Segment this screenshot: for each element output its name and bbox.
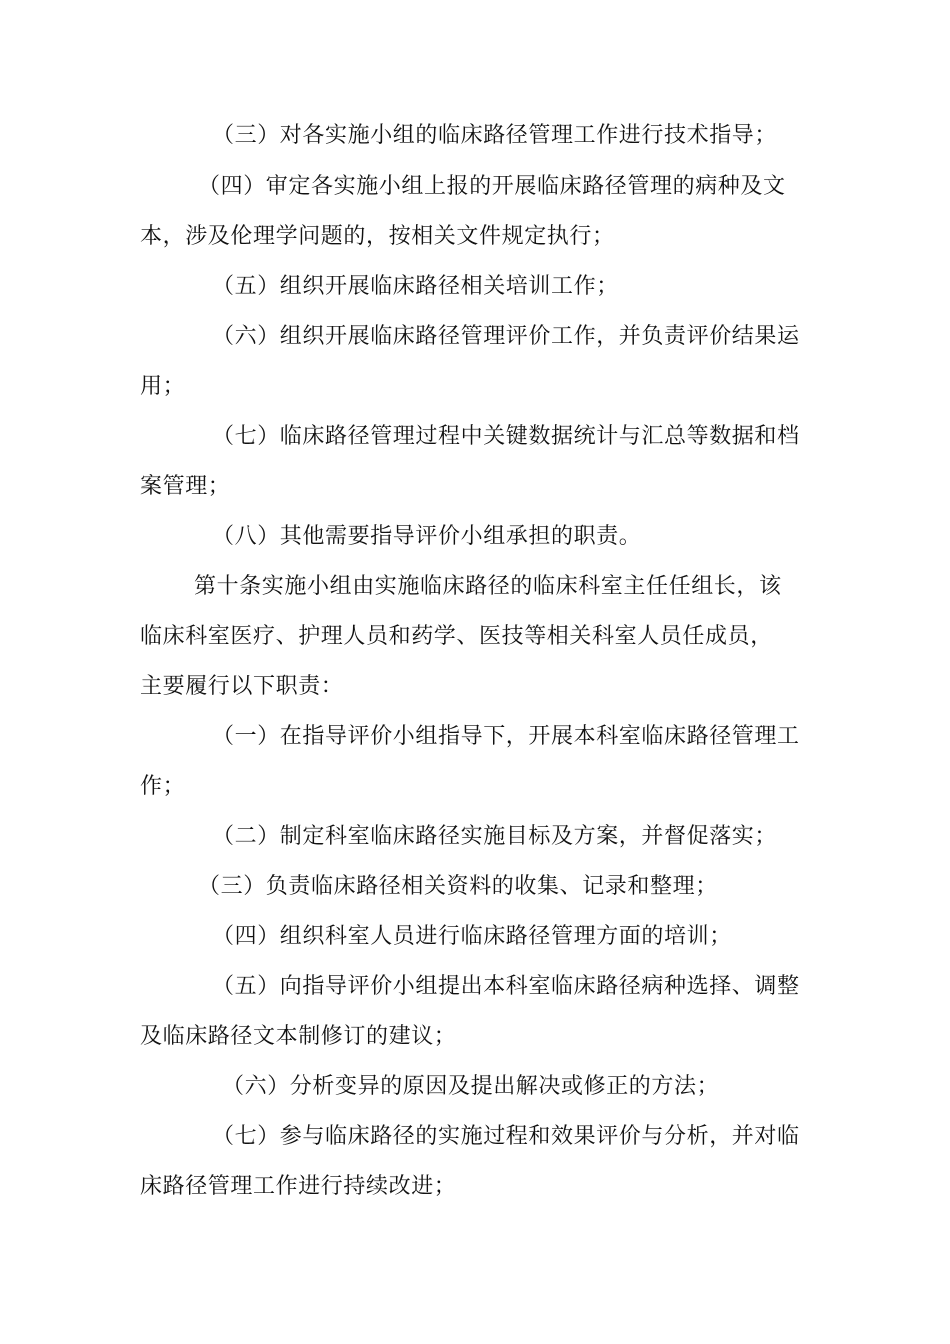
implementation-clause-1-start: （一）在指导评价小组指导下，开展本科室临床路径管理工 (212, 724, 800, 749)
clause-3-technical-guidance: （三）对各实施小组的临床路径管理工作进行技术指导； (212, 123, 778, 148)
clause-6-evaluation-start: （六）组织开展临床路径管理评价工作，并负责评价结果运 (212, 324, 800, 349)
clause-7-data-management-end: 案管理； (140, 474, 231, 499)
article-10-middle: 临床科室医疗、护理人员和药学、医技等相关科室人员任成员， (140, 624, 773, 649)
clause-4-review-end: 本，涉及伦理学问题的，按相关文件规定执行； (140, 224, 615, 249)
implementation-clause-6: （六）分析变异的原因及提出解决或修正的方法； (222, 1074, 720, 1099)
clause-7-data-management-start: （七）临床路径管理过程中关键数据统计与汇总等数据和档 (212, 424, 800, 449)
implementation-clause-4: （四）组织科室人员进行临床路径管理方面的培训； (212, 924, 732, 949)
implementation-clause-7-end: 床路径管理工作进行持续改进； (140, 1174, 457, 1199)
implementation-clause-7-start: （七）参与临床路径的实施过程和效果评价与分析，并对临 (212, 1124, 800, 1149)
implementation-clause-3: （三）负责临床路径相关资料的收集、记录和整理； (198, 874, 718, 899)
article-10-end: 主要履行以下职责： (140, 674, 344, 699)
implementation-clause-5-end: 及临床路径文本制修订的建议； (140, 1024, 457, 1049)
implementation-clause-5-start: （五）向指导评价小组提出本科室临床路径病种选择、调整 (212, 974, 800, 999)
clause-6-evaluation-end: 用； (140, 374, 186, 399)
article-10-start: 第十条实施小组由实施临床路径的临床科室主任任组长，该 (194, 574, 782, 599)
clause-8-other-duties: （八）其他需要指导评价小组承担的职责。 (212, 524, 642, 549)
implementation-clause-1-end: 作； (140, 774, 186, 799)
implementation-clause-2: （二）制定科室临床路径实施目标及方案，并督促落实； (212, 824, 778, 849)
clause-4-review-start: （四）审定各实施小组上报的开展临床路径管理的病种及文 (198, 174, 786, 199)
clause-5-training: （五）组织开展临床路径相关培训工作； (212, 274, 619, 299)
